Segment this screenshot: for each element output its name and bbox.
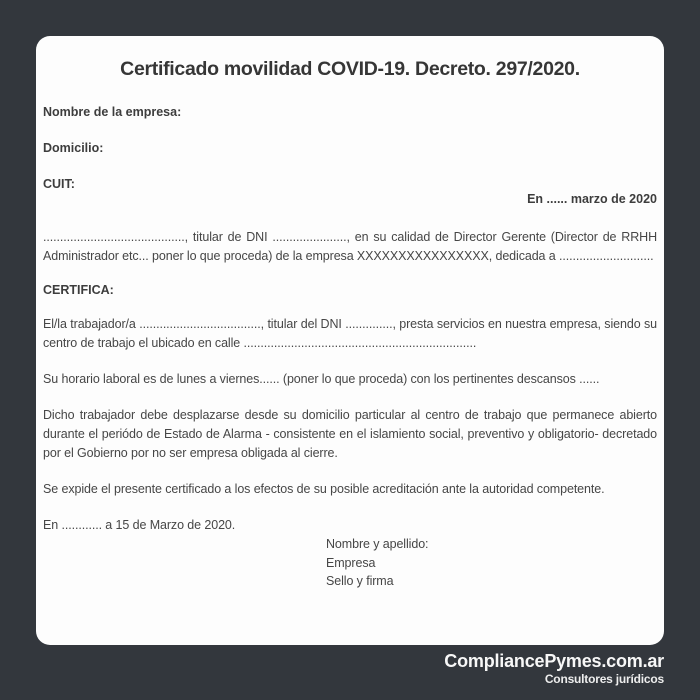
intro-paragraph: .........................................., titular de DNI ......................, en su calidad de Director Gerente (Director de RRHH Administrador etc... poner lo que proceda) de la empresa XXXXXXXXXXXXXXXX, dedicada a ............................ [43,230,657,263]
date-line: En ...... marzo de 2020 [527,192,657,206]
paragraph-issuance: Se expide el presente certificado a los efectos de su posible acreditación ante la autoridad competente. [43,482,605,496]
signature-company-line: Empresa [326,555,376,570]
certificate-card [36,36,664,645]
paragraph-displacement: Dicho trabajador debe desplazarse desde su domicilio particular al centro de trabajo que permanece abierto durante el periódo de Estado de Alarma - consistente en el islamiento social, preventivo y obligatorio- decretado por el Gobierno por no ser empresa obligada al cierre. [43,408,657,460]
signature-name-line: Nombre y apellido: [326,537,429,551]
paragraph-worker: El/la trabajador/a ...................................., titular del DNI .............., presta servicios en nuestra empresa, siendo su centro de trabajo el ubicado en calle ..................................................................... [43,317,657,350]
paragraph-schedule: Su horario laboral es de lunes a viernes...... (poner lo que proceda) con los pertinentes descansos ...... [43,372,600,386]
page-title: Certificado movilidad COVID-19. Decreto. 297/2020. [120,58,580,80]
field-label-cuit: CUIT: [43,177,75,191]
footer-brand: CompliancePymes.com.ar [444,651,664,671]
certifica-heading: CERTIFICA: [43,283,114,297]
signature-block [326,535,657,591]
footer [0,650,664,686]
field-label-domicilio: Domicilio: [43,141,104,155]
signature-seal-line: Sello y firma [326,574,394,588]
closing-date-line: En ............ a 15 de Marzo de 2020. [43,518,236,532]
footer-tagline: Consultores jurídicos [544,672,664,686]
field-label-empresa: Nombre de la empresa: [43,105,182,119]
